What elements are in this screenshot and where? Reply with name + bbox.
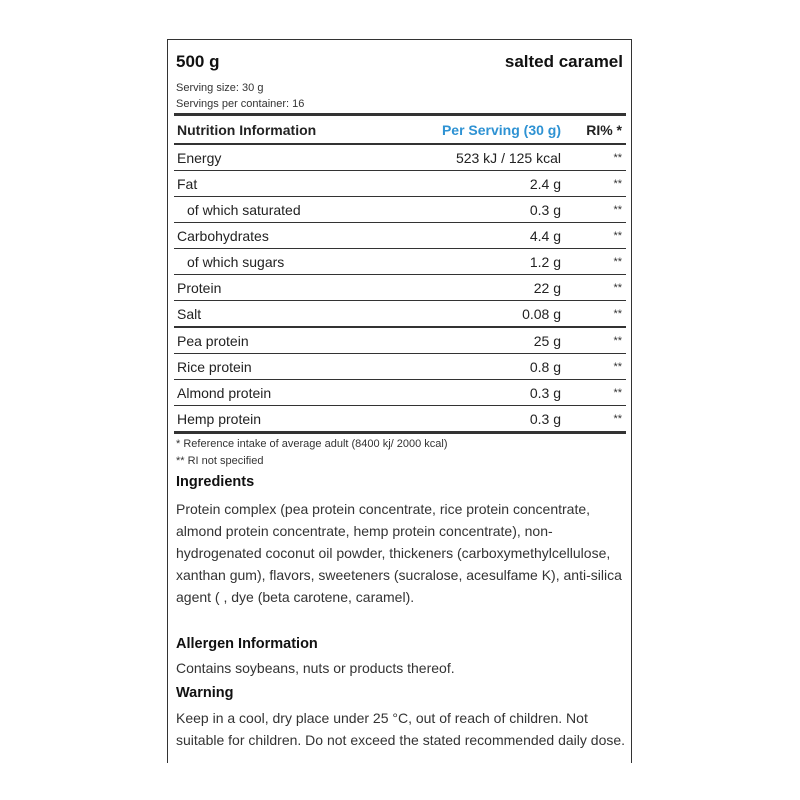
table-row	[174, 197, 626, 223]
allergen-heading: Allergen Information	[176, 636, 318, 652]
nutrient-name: of which saturated	[174, 197, 388, 223]
serving-size: Serving size: 30 g	[176, 82, 264, 94]
allergen-text: Contains soybeans, nuts or products thereof.	[176, 660, 455, 676]
product-weight: 500 g	[176, 52, 220, 71]
nutrient-name: Salt	[174, 301, 388, 328]
table-row	[174, 171, 626, 197]
nutrient-ri: **	[565, 223, 626, 249]
nutrient-value: 0.3 g	[388, 406, 565, 433]
table-row	[174, 380, 626, 406]
nutrient-name: Rice protein	[174, 354, 388, 380]
ingredients-heading: Ingredients	[176, 474, 255, 490]
product-flavor: salted caramel	[504, 52, 623, 71]
nutrient-value: 25 g	[388, 327, 565, 354]
servings-per-container: Servings per container: 16	[176, 98, 305, 110]
table-row	[174, 144, 626, 171]
col-ri: RI% *	[565, 115, 626, 145]
nutrient-ri: **	[565, 354, 626, 380]
nutrient-ri: **	[565, 197, 626, 223]
nutrient-name: Hemp protein	[174, 406, 388, 433]
nutrient-value: 1.2 g	[388, 249, 565, 275]
col-per-serving: Per Serving (30 g)	[388, 115, 565, 145]
nutrition-table-header	[174, 115, 626, 145]
table-row	[174, 406, 626, 433]
nutrient-name: Pea protein	[174, 327, 388, 354]
table-row	[174, 275, 626, 301]
nutrient-value: 22 g	[388, 275, 565, 301]
table-row	[174, 301, 626, 328]
nutrient-value: 4.4 g	[388, 223, 565, 249]
nutrient-value: 0.3 g	[388, 380, 565, 406]
warning-heading: Warning	[176, 685, 234, 701]
nutrient-value: 523 kJ / 125 kcal	[388, 144, 565, 171]
table-row	[174, 249, 626, 275]
table-row	[174, 223, 626, 249]
nutrient-ri: **	[565, 380, 626, 406]
footnote-ri-not-specified: ** RI not specified	[176, 455, 264, 467]
nutrient-name: Carbohydrates	[174, 223, 388, 249]
nutrient-value: 0.3 g	[388, 197, 565, 223]
nutrition-table	[174, 113, 626, 434]
nutrition-label-panel	[167, 39, 632, 763]
nutrient-ri: **	[565, 144, 626, 171]
nutrient-name: Fat	[174, 171, 388, 197]
ingredients-text: Protein complex (pea protein concentrate, rice protein concentrate, almond protein concentrate, hemp protein concentrate), non-hydrogenated coconut oil powder, thickeners (carboxymethylcellulose, xanthan gum), flavors, sweeteners (sucralose, acesulfame K), anti-silica agent ( , dye (beta carotene, caramel).	[176, 501, 622, 605]
nutrient-name: Almond protein	[174, 380, 388, 406]
footnote-reference-intake: * Reference intake of average adult (8400 kj/ 2000 kcal)	[176, 438, 448, 450]
nutrient-ri: **	[565, 171, 626, 197]
nutrient-name: Protein	[174, 275, 388, 301]
col-nutrition-info: Nutrition Information	[174, 115, 388, 145]
nutrient-name: Energy	[174, 144, 388, 171]
nutrient-name: of which sugars	[174, 249, 388, 275]
nutrient-ri: **	[565, 275, 626, 301]
warning-text: Keep in a cool, dry place under 25 °C, out of reach of children. Not suitable for children. Do not exceed the stated recommended daily dose.	[176, 710, 626, 748]
nutrient-ri: **	[565, 301, 626, 328]
nutrient-ri: **	[565, 327, 626, 354]
table-row	[174, 354, 626, 380]
table-row	[174, 327, 626, 354]
nutrient-value: 2.4 g	[388, 171, 565, 197]
nutrient-ri: **	[565, 249, 626, 275]
nutrient-value: 0.8 g	[388, 354, 565, 380]
nutrient-value: 0.08 g	[388, 301, 565, 328]
nutrient-ri: **	[565, 406, 626, 433]
